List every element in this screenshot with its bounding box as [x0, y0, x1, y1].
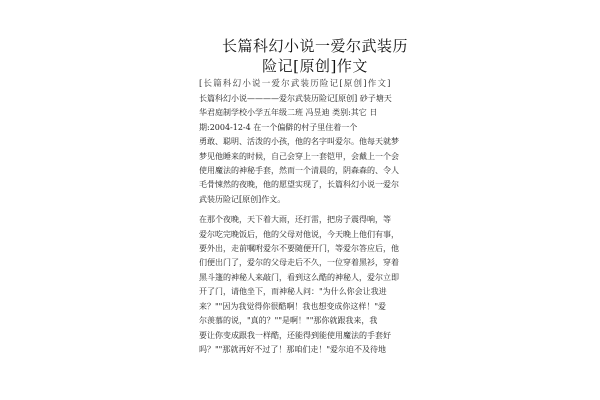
body-line: 华君庭制学校小学五年级二班 冯昱迪 类别:其它 日 — [199, 108, 378, 118]
document-title — [200, 36, 430, 76]
body-line: 要让你变成跟我一样酷，还能得到能使用魔法的手套好 — [199, 330, 391, 340]
body-line: 开了门，请他坐下，而神秘人问："为什么你会让我进 — [199, 287, 387, 297]
body-line: 爱尔吃完晚饭后，他的父母对他说，今天晚上他们有事， — [199, 229, 399, 239]
body-line: 们便出门了，爱尔的父母走后不久，一位穿着黑衫，穿着 — [199, 258, 399, 268]
body-line: 梦见他睡来的时候，自己会穿上一套铠甲，会戴上一个会 — [199, 151, 399, 161]
body-line: 使用魔法的神秘手套，然而一个清晨的，阴森森的、令人 — [199, 166, 399, 176]
body-line: 尔羡慕的说，"真的？""是啊！""那你就跟我来，我 — [199, 316, 378, 326]
title-line-2: 险记[原创]作文 — [262, 57, 368, 75]
body-line: 要外出，走前嘱咐爱尔不要随便开门，等爱尔答应后，他 — [199, 244, 399, 254]
body-line: 在那个夜晚，天下着大雨，还打雷，把房子震得响，等 — [199, 215, 391, 225]
body-line: 长篇科幻小说————爱尔武装历险记[原创] 砂子塘天 — [199, 94, 392, 103]
body-line: 武装历险记[原创]作文。 — [199, 194, 286, 204]
body-line: 来？""因为我觉得你很酷啊！我也想变成你这样！"爱 — [199, 301, 387, 311]
title-tag-line: [长篇科幻小说一爱尔武装历险记[原创]作文] — [199, 79, 392, 89]
article-body — [199, 92, 411, 357]
body-line: 勇敢、聪明、活泼的小孩，他的名字叫爱尔。他每天就梦 — [199, 137, 399, 147]
body-line: 期:2004-12-4 在一个偏僻的村子里住着一个 — [199, 122, 358, 132]
body-line: 毛骨悚然的夜晚，他的愿望实现了，长篇科幻小说一爱尔 — [199, 180, 399, 190]
body-line: 黑斗篷的神秘人来敲门，看到这么酷的神秘人，爱尔立即 — [199, 272, 399, 282]
title-line-1: 长篇科幻小说一爱尔武装历 — [221, 37, 408, 55]
body-line: 吗？""那就再好不过了！那咱们走！"爱尔迫不及待地 — [199, 344, 387, 354]
